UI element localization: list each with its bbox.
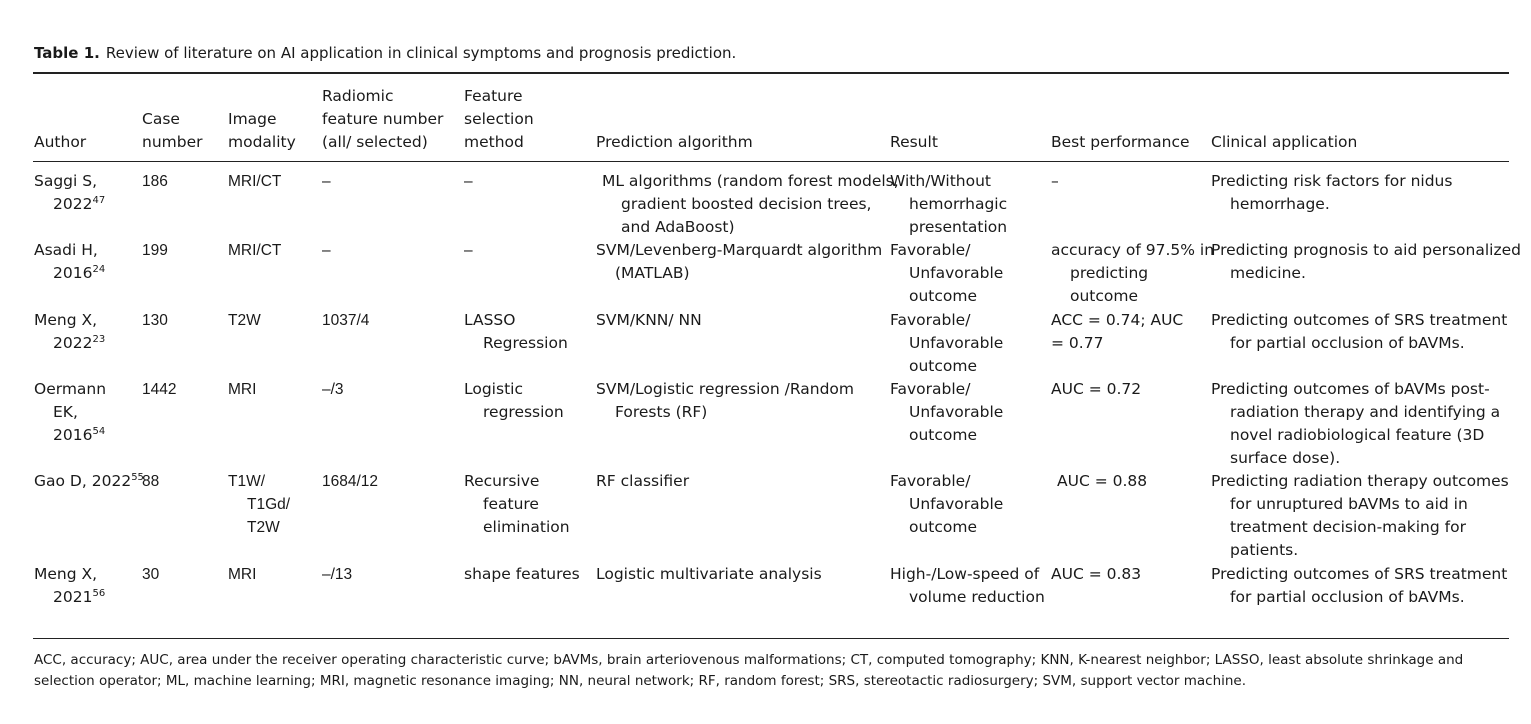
cell-author [34, 170, 149, 216]
cell-selection: LASSO Regression [464, 311, 568, 352]
cell-performance: AUC = 0.88 [1057, 472, 1148, 490]
author-name: Saggi S, [34, 172, 98, 190]
cell-application: Predicting prognosis to aid personalized medicine. [1211, 241, 1521, 282]
header-best-performance: Best performance [1051, 133, 1190, 151]
cell-algorithm: SVM/Levenberg-Marquardt algorithm (MATLAB) [596, 241, 883, 282]
cell-features: –/3 [322, 381, 344, 398]
cell-algorithm: Logistic multivariate analysis [596, 565, 822, 583]
cell-result: High-/Low-speed of volume reduction [890, 565, 1045, 606]
cell-features: 1037/4 [322, 312, 370, 329]
table-label: Table 1. [34, 44, 100, 62]
cell-application: Predicting radiation therapy outcomes for unruptured bAVMs to aid in treatment decision-making for patients. [1211, 472, 1509, 559]
cell-author [34, 378, 133, 447]
author-name: Meng X, [34, 311, 98, 329]
cell-selection: – [464, 242, 473, 259]
header-clinical-application: Clinical application [1211, 133, 1358, 151]
author-name: Asadi H, [34, 241, 98, 259]
header-prediction-algorithm: Prediction algorithm [596, 133, 753, 151]
cell-case-number: 199 [142, 242, 168, 259]
header-case-number: Case number [142, 110, 203, 151]
cell-algorithm: SVM/Logistic regression /Random Forests (RF) [596, 380, 854, 421]
reference-number: 47 [92, 195, 106, 206]
cell-performance: – [1051, 172, 1059, 190]
cell-author [34, 563, 149, 609]
cell-result: Favorable/ Unfavorable outcome [890, 472, 1004, 536]
cell-performance: AUC = 0.83 [1051, 565, 1142, 583]
cell-application: Predicting risk factors for nidus hemorrhage. [1211, 172, 1453, 213]
reference-number: 24 [92, 264, 106, 275]
author-year: 2022 [53, 334, 93, 352]
cell-modality: T2W [228, 312, 261, 329]
cell-case-number: 30 [142, 566, 160, 583]
cell-result: With/Without hemorrhagic presentation [890, 172, 1008, 236]
cell-features: 1684/12 [322, 473, 379, 490]
cell-application: Predicting outcomes of SRS treatment for partial occlusion of bAVMs. [1211, 311, 1508, 352]
cell-performance: AUC = 0.72 [1051, 380, 1142, 398]
cell-features: –/13 [322, 566, 353, 583]
table-title: Review of literature on AI application in clinical symptoms and prognosis prediction. [105, 44, 737, 62]
cell-performance: ACC = 0.74; AUC = 0.77 [1051, 311, 1184, 352]
cell-modality: MRI [228, 566, 257, 583]
header-feature-selection: Feature selection method [464, 87, 534, 151]
table-caption [34, 44, 736, 62]
cell-algorithm: RF classifier [596, 472, 690, 490]
cell-selection: Recursive feature elimination [464, 472, 570, 536]
header-author: Author [34, 133, 87, 151]
author-name: Gao D, [34, 472, 87, 490]
cell-algorithm: SVM/KNN/ NN [596, 311, 702, 329]
cell-case-number: 186 [142, 173, 168, 190]
cell-selection: – [464, 173, 473, 190]
cell-author [34, 309, 149, 355]
header-result: Result [890, 133, 938, 151]
reference-number: 54 [92, 426, 106, 437]
cell-selection: Logistic regression [464, 380, 564, 421]
cell-modality: T1W/ T1Gd/ T2W [228, 473, 291, 536]
cell-application: Predicting outcomes of bAVMs post-radiation therapy and identifying a novel radiobiological feature (3D surface dose). [1211, 380, 1501, 467]
cell-features: – [322, 173, 331, 190]
cell-modality: MRI/CT [228, 242, 282, 259]
author-year: 2022 [53, 195, 93, 213]
cell-result: Favorable/ Unfavorable outcome [890, 311, 1004, 375]
author-year: 2021 [53, 588, 93, 606]
author-year: 2016 [53, 264, 93, 282]
reference-number: 56 [92, 588, 106, 599]
cell-features: – [322, 242, 331, 259]
table-bottom-rule [33, 638, 1509, 639]
cell-case-number: 1442 [142, 381, 177, 398]
cell-result: Favorable/ Unfavorable outcome [890, 241, 1004, 305]
cell-case-number: 130 [142, 312, 168, 329]
header-radiomic-features: Radiomic feature number (all/ selected) [322, 87, 444, 151]
cell-author [34, 239, 149, 285]
cell-selection: shape features [464, 565, 580, 583]
table-top-rule [33, 72, 1509, 74]
header-image-modality: Image modality [228, 110, 296, 151]
author-year: 2016 [53, 426, 93, 444]
author-name: Meng X, [34, 565, 98, 583]
author-name: Oermann EK, [34, 380, 107, 421]
cell-algorithm: ML algorithms (random forest models, gradient boosted decision trees, and AdaBoost) [602, 172, 899, 236]
cell-author [34, 470, 149, 493]
cell-case-number: 88 [142, 473, 160, 490]
author-year: 2022 [91, 472, 132, 490]
cell-modality: MRI/CT [228, 173, 282, 190]
cell-result: Favorable/ Unfavorable outcome [890, 380, 1004, 444]
reference-number: 23 [92, 334, 106, 345]
reference-number: 55 [131, 472, 144, 483]
table-footnote: ACC, accuracy; AUC, area under the receiver operating characteristic curve; bAVMs, brain arteriovenous malformations; CT, computed tomography; KNN, K-nearest neighbor; LASSO, least absolute shrinkage and selection operator; ML, machine learning; MRI, magnetic resonance imaging; NN, neural network; RF, random forest; SRS, stereotactic radiosurgery; SVM, support vector machine. [34, 652, 1464, 689]
cell-performance: accuracy of 97.5% in predicting outcome [1051, 241, 1215, 305]
cell-modality: MRI [228, 381, 257, 398]
cell-application: Predicting outcomes of SRS treatment for partial occlusion of bAVMs. [1211, 565, 1508, 606]
table-header-rule [33, 161, 1509, 162]
